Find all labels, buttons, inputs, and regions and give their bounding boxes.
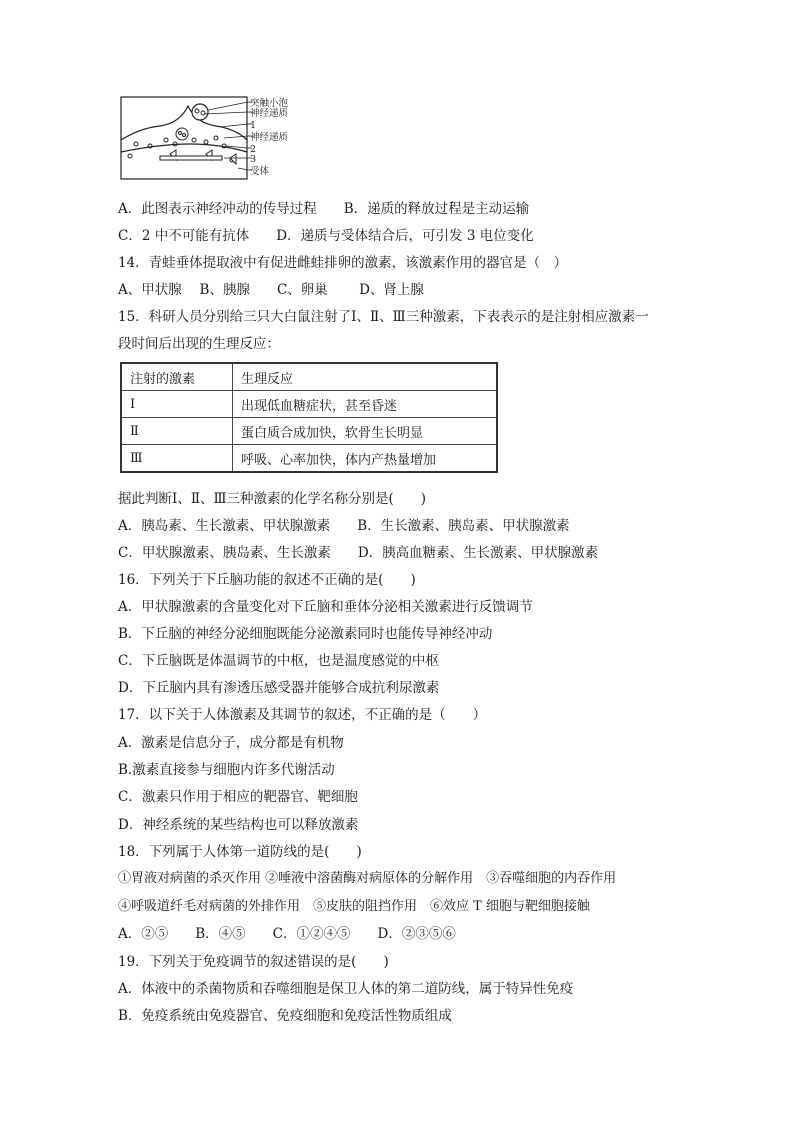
q18-options: A．②⑤ B．④⑤ C．①②④⑤ D．②③⑤⑥ <box>118 926 456 942</box>
diagram-label-receptor: 受体 <box>250 166 270 177</box>
diagram-label-2: 2 <box>250 144 257 155</box>
q16-stem: 16．下列关于下丘脑功能的叙述不正确的是( ) <box>118 572 416 588</box>
table-cell: 出现低血糖症状，甚至昏迷 <box>233 391 498 418</box>
q15-options-cd: C．甲状腺激素、胰岛素、生长激素 D．胰高血糖素、生长激素、甲状腺激素 <box>118 545 599 561</box>
q18-stem: 18．下列属于人体第一道防线的是( ) <box>118 844 362 860</box>
q13-options-ab: A．此图表示神经冲动的传导过程 B．递质的释放过程是主动运输 <box>118 201 530 217</box>
diagram-label-transmitter: 神经递质 <box>250 108 289 119</box>
q16-option-a: A．甲状腺激素的含量变化对下丘脑和垂体分泌相关激素进行反馈调节 <box>118 599 533 615</box>
diagram-label-3: 3 <box>250 154 257 165</box>
q17-stem: 17．以下关于人体激素及其调节的叙述，不正确的是（ ） <box>118 707 487 723</box>
hormone-table <box>120 362 498 473</box>
q19-option-a: A．体液中的杀菌物质和吞噬细胞是保卫人体的第二道防线，属于特异性免疫 <box>118 981 574 997</box>
q19-stem: 19．下列关于免疫调节的叙述错误的是( ) <box>118 954 389 970</box>
q14-stem: 14．青蛙垂体提取液中有促进雌蛙排卵的激素，该激素作用的器官是（ ） <box>118 255 568 271</box>
diagram-label-vesicle: 突触小泡 <box>250 98 289 109</box>
table-header-row <box>121 363 497 391</box>
table-cell: Ⅱ <box>121 418 233 445</box>
q16-option-c: C．下丘脑既是体温调节的中枢，也是温度感觉的中枢 <box>118 653 439 669</box>
q17-option-d: D．神经系统的某些结构也可以释放激素 <box>118 817 359 833</box>
q17-option-a: A．激素是信息分子，成分都是有机物 <box>118 735 344 751</box>
q16-option-d: D．下丘脑内具有渗透压感受器并能够合成抗利尿激素 <box>118 680 440 696</box>
table-cell: Ⅲ <box>121 445 233 473</box>
table-cell: Ⅰ <box>121 391 233 418</box>
q13-options-cd: C．2 中不可能有抗体 D．递质与受体结合后，可引发 3 电位变化 <box>118 228 534 244</box>
table-cell: 蛋白质合成加快，软骨生长明显 <box>233 418 498 445</box>
table-header-cell: 生理反应 <box>233 363 498 391</box>
q18-items-line1: ①胃液对病菌的杀灭作用 ②唾液中溶菌酶对病原体的分解作用 ③吞噬细胞的内吞作用 <box>118 871 617 886</box>
q15-options-ab: A．胰岛素、生长激素、甲状腺激素 B．生长激素、胰岛素、甲状腺激素 <box>118 518 570 534</box>
q17-option-c: C．激素只作用于相应的靶器官、靶细胞 <box>118 789 358 805</box>
q16-option-b: B．下丘脑的神经分泌细胞既能分泌激素同时也能传导神经冲动 <box>118 626 493 642</box>
q18-items-line2: ④呼吸道纤毛对病菌的外排作用 ⑤皮肤的阻挡作用 ⑥效应 T 细胞与靶细胞接触 <box>118 899 590 914</box>
q19-option-b: B．免疫系统由免疫器官、免疫细胞和免疫活性物质组成 <box>118 1008 452 1024</box>
table-row <box>121 418 497 445</box>
table-cell: 呼吸、心率加快，体内产热量增加 <box>233 445 498 473</box>
table-row <box>121 391 497 418</box>
diagram-label-transmitter-2: 神经递质 <box>250 132 289 143</box>
q15-question: 据此判断Ⅰ、Ⅱ、Ⅲ三种激素的化学名称分别是( ) <box>118 491 427 507</box>
table-header-cell: 注射的激素 <box>121 363 233 391</box>
q15-stem-line2: 段时间后出现的生理反应： <box>118 336 280 352</box>
diagram-label-1: 1 <box>250 120 257 131</box>
q17-option-b: B.激素直接参与细胞内许多代谢活动 <box>118 762 335 778</box>
q14-options: A、甲状腺 B、胰腺 C、卵巢 D、肾上腺 <box>118 282 424 298</box>
table-row <box>121 445 497 473</box>
q15-stem-line1: 15．科研人员分别给三只大白鼠注射了Ⅰ、Ⅱ、Ⅲ三种激素，下表表示的是注射相应激素一 <box>118 309 649 325</box>
